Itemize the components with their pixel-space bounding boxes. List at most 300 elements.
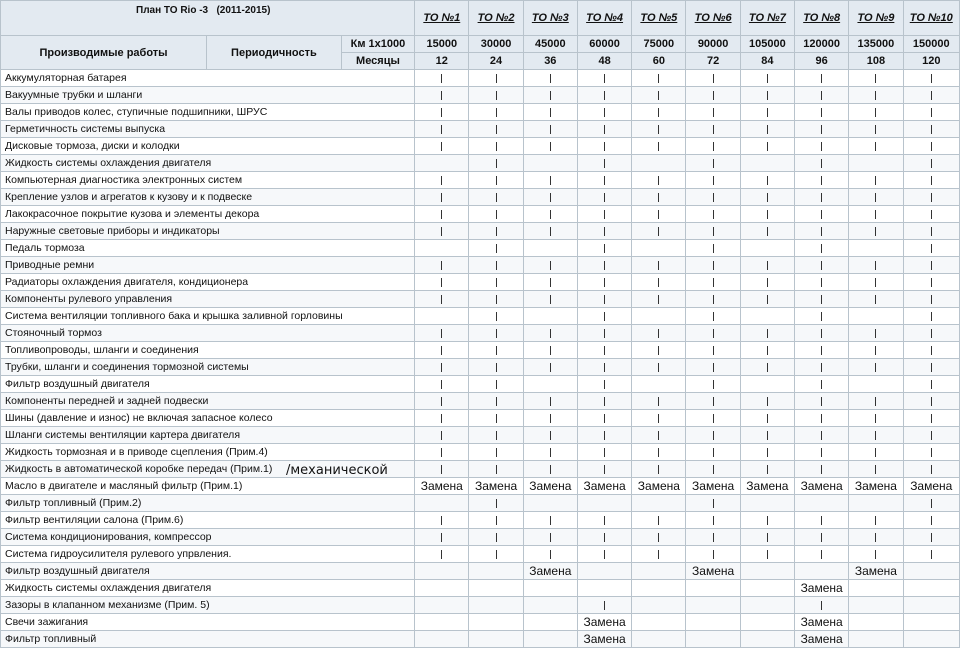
table-row [1,138,960,155]
inspect-mark [632,461,686,478]
inspect-mark-glyph [875,261,876,270]
km-header: Км 1х1000 [341,36,414,53]
inspect-mark [577,104,631,121]
work-name: Жидкость системы охлаждения двигателя [1,580,415,597]
replace-label: Замена [523,563,577,580]
inspect-mark [577,325,631,342]
inspect-mark [795,546,849,563]
work-name: Фильтр воздушный двигателя [1,376,415,393]
inspect-mark-glyph [604,346,605,355]
inspect-mark-glyph [550,261,551,270]
inspect-mark [523,87,577,104]
inspect-mark-glyph [713,91,714,100]
inspect-mark [523,189,577,206]
inspect-mark [469,155,523,172]
inspect-mark [903,546,959,563]
inspect-mark-glyph [658,465,659,474]
inspect-mark [903,240,959,257]
inspect-mark-glyph [713,295,714,304]
inspect-mark [795,308,849,325]
inspect-mark [686,172,740,189]
km-value-3: 45000 [523,36,577,53]
inspect-mark [903,121,959,138]
inspect-mark [523,325,577,342]
inspect-mark-glyph [931,329,932,338]
inspect-mark [632,104,686,121]
empty-cell [903,580,959,597]
inspect-mark [795,325,849,342]
replace-label: Замена [903,478,959,495]
inspect-mark [469,291,523,308]
table-row [1,274,960,291]
inspect-mark-glyph [821,227,822,236]
table-row [1,223,960,240]
inspect-mark [849,257,903,274]
inspect-mark [903,325,959,342]
work-name: Шланги системы вентиляции картера двигателя [1,427,415,444]
empty-cell [415,563,469,580]
inspect-mark [523,138,577,155]
inspect-mark-glyph [441,108,442,117]
inspect-mark [903,393,959,410]
table-title-cell [1,1,415,36]
empty-cell [849,631,903,648]
inspect-mark [795,257,849,274]
inspect-mark-glyph [875,397,876,406]
inspect-mark-glyph [767,329,768,338]
inspect-mark [849,427,903,444]
work-name: Шины (давление и износ) не включая запасное колесо [1,410,415,427]
inspect-mark-glyph [496,227,497,236]
inspect-mark-glyph [658,261,659,270]
inspect-mark [740,121,794,138]
inspect-mark-glyph [441,278,442,287]
empty-cell [740,614,794,631]
replace-label: Замена [577,631,631,648]
empty-cell [903,614,959,631]
empty-cell [903,597,959,614]
empty-cell [523,376,577,393]
inspect-mark [903,257,959,274]
works-header: Производимые работы [1,36,207,70]
inspect-mark [740,291,794,308]
inspect-mark [415,274,469,291]
inspect-mark-glyph [441,465,442,474]
inspect-mark [686,359,740,376]
inspect-mark [740,512,794,529]
table-row [1,461,960,478]
inspect-mark [903,495,959,512]
inspect-mark [740,206,794,223]
km-value-4: 60000 [577,36,631,53]
inspect-mark [415,291,469,308]
inspect-mark [632,172,686,189]
table-row [1,427,960,444]
empty-cell [849,155,903,172]
replace-label: Замена [795,580,849,597]
inspect-mark-glyph [496,74,497,83]
inspect-mark [686,155,740,172]
inspect-mark-glyph [496,176,497,185]
work-name: Фильтр топливный [1,631,415,648]
table-row [1,546,960,563]
work-name: Топливопроводы, шланги и соединения [1,342,415,359]
empty-cell [469,631,523,648]
inspect-mark [795,393,849,410]
empty-cell [686,597,740,614]
inspect-mark [740,70,794,87]
inspect-mark-glyph [767,550,768,559]
inspect-mark-glyph [875,465,876,474]
table-row [1,342,960,359]
empty-cell [523,240,577,257]
inspect-mark [740,427,794,444]
table-row [1,308,960,325]
empty-cell [632,495,686,512]
inspect-mark-glyph [604,159,605,168]
inspect-mark [686,529,740,546]
empty-cell [523,631,577,648]
inspect-mark-glyph [931,210,932,219]
inspect-mark-glyph [496,278,497,287]
inspect-mark [903,291,959,308]
inspect-mark-glyph [604,193,605,202]
inspect-mark-glyph [658,278,659,287]
inspect-mark-glyph [550,295,551,304]
table-row [1,240,960,257]
km-value-2: 30000 [469,36,523,53]
inspect-mark [795,427,849,444]
inspect-mark-glyph [496,363,497,372]
inspect-mark [686,223,740,240]
inspect-mark-glyph [713,499,714,508]
inspect-mark-glyph [658,295,659,304]
to-header-10: ТО №10 [903,1,959,36]
inspect-mark [686,104,740,121]
months-value-3: 36 [523,53,577,70]
inspect-mark [415,121,469,138]
work-name: Дисковые тормоза, диски и колодки [1,138,415,155]
replace-label: Замена [415,478,469,495]
inspect-mark-glyph [713,244,714,253]
replace-label: Замена [795,614,849,631]
inspect-mark [469,257,523,274]
work-name: Жидкость тормозная и в приводе сцепления (Прим.4) [1,444,415,461]
table-row [1,359,960,376]
inspect-mark-glyph [441,431,442,440]
inspect-mark [903,444,959,461]
km-value-9: 135000 [849,36,903,53]
work-name: Аккумуляторная батарея [1,70,415,87]
inspect-mark [577,206,631,223]
work-name: Фильтр воздушный двигателя [1,563,415,580]
inspect-mark [632,121,686,138]
inspect-mark [740,325,794,342]
empty-cell [740,240,794,257]
inspect-mark [795,87,849,104]
inspect-mark [849,121,903,138]
inspect-mark-glyph [604,601,605,610]
empty-cell [849,580,903,597]
inspect-mark-glyph [441,448,442,457]
inspect-mark [686,461,740,478]
inspect-mark [849,87,903,104]
empty-cell [415,155,469,172]
inspect-mark [740,342,794,359]
inspect-mark-glyph [931,499,932,508]
replace-label: Замена [577,614,631,631]
inspect-mark-glyph [713,74,714,83]
inspect-mark [469,376,523,393]
inspect-mark-glyph [875,176,876,185]
empty-cell [523,614,577,631]
inspect-mark-glyph [550,363,551,372]
inspect-mark-glyph [713,159,714,168]
inspect-mark [849,104,903,121]
inspect-mark-glyph [496,397,497,406]
work-name: Зазоры в клапанном механизме (Прим. 5) [1,597,415,614]
empty-cell [415,495,469,512]
replace-label: Замена [795,631,849,648]
empty-cell [469,597,523,614]
inspect-mark-glyph [713,176,714,185]
inspect-mark-glyph [550,431,551,440]
inspect-mark-glyph [821,159,822,168]
inspect-mark-glyph [875,91,876,100]
inspect-mark [903,308,959,325]
inspect-mark-glyph [931,295,932,304]
empty-cell [632,155,686,172]
inspect-mark-glyph [821,261,822,270]
empty-cell [469,563,523,580]
inspect-mark [795,376,849,393]
inspect-mark-glyph [821,329,822,338]
inspect-mark [632,291,686,308]
inspect-mark [903,87,959,104]
work-name: Радиаторы охлаждения двигателя, кондиционера [1,274,415,291]
inspect-mark [577,121,631,138]
inspect-mark [795,121,849,138]
inspect-mark-glyph [821,431,822,440]
inspect-mark-glyph [713,210,714,219]
inspect-mark-glyph [604,380,605,389]
work-name: Валы приводов колес, ступичные подшипники, ШРУС [1,104,415,121]
inspect-mark [415,138,469,155]
inspect-mark [686,274,740,291]
inspect-mark-glyph [875,295,876,304]
inspect-mark [795,291,849,308]
empty-cell [740,563,794,580]
months-value-7: 84 [740,53,794,70]
to-header-8: ТО №8 [795,1,849,36]
inspect-mark-glyph [931,312,932,321]
inspect-mark-glyph [441,193,442,202]
inspect-mark-glyph [767,261,768,270]
inspect-mark [686,87,740,104]
inspect-mark-glyph [550,125,551,134]
inspect-mark [469,512,523,529]
inspect-mark [469,70,523,87]
inspect-mark-glyph [441,516,442,525]
inspect-mark [577,240,631,257]
inspect-mark-glyph [658,142,659,151]
inspect-mark-glyph [441,91,442,100]
work-name: Свечи зажигания [1,614,415,631]
inspect-mark [415,206,469,223]
inspect-mark-glyph [550,329,551,338]
inspect-mark [795,155,849,172]
inspect-mark [740,223,794,240]
km-value-5: 75000 [632,36,686,53]
inspect-mark-glyph [821,278,822,287]
inspect-mark [577,308,631,325]
inspect-mark-glyph [658,431,659,440]
inspect-mark [686,70,740,87]
inspect-mark-glyph [821,414,822,423]
inspect-mark-glyph [604,74,605,83]
table-row [1,478,960,495]
to-header-1: ТО №1 [415,1,469,36]
inspect-mark [469,342,523,359]
inspect-mark [686,512,740,529]
inspect-mark-glyph [875,533,876,542]
inspect-mark-glyph [875,193,876,202]
inspect-mark [632,359,686,376]
table-row [1,325,960,342]
inspect-mark [632,325,686,342]
inspect-mark-glyph [550,414,551,423]
inspect-mark-glyph [604,550,605,559]
inspect-mark [686,342,740,359]
inspect-mark-glyph [821,176,822,185]
empty-cell [740,155,794,172]
inspect-mark-glyph [441,363,442,372]
work-name: Наружные световые приборы и индикаторы [1,223,415,240]
inspect-mark-glyph [821,380,822,389]
inspect-mark [686,206,740,223]
table-row [1,563,960,580]
inspect-mark-glyph [875,278,876,287]
inspect-mark [795,70,849,87]
inspect-mark [577,461,631,478]
inspect-mark [740,529,794,546]
inspect-mark [577,359,631,376]
inspect-mark [415,529,469,546]
inspect-mark [632,138,686,155]
inspect-mark-glyph [550,108,551,117]
to-header-6: ТО №6 [686,1,740,36]
inspect-mark [849,274,903,291]
inspect-mark-glyph [713,380,714,389]
inspect-mark [795,172,849,189]
inspect-mark-glyph [604,363,605,372]
inspect-mark [577,342,631,359]
km-value-8: 120000 [795,36,849,53]
inspect-mark [523,274,577,291]
inspect-mark [849,410,903,427]
inspect-mark-glyph [604,295,605,304]
table-row [1,410,960,427]
months-value-10: 120 [903,53,959,70]
table-row [1,444,960,461]
inspect-mark-glyph [713,414,714,423]
table-row [1,631,960,648]
inspect-mark [686,376,740,393]
inspect-mark [903,223,959,240]
inspect-mark [632,189,686,206]
inspect-mark-glyph [875,125,876,134]
inspect-mark [469,223,523,240]
inspect-mark [740,138,794,155]
to-header-2: ТО №2 [469,1,523,36]
inspect-mark [686,291,740,308]
inspect-mark-glyph [767,278,768,287]
inspect-mark-glyph [496,329,497,338]
inspect-mark-glyph [441,210,442,219]
inspect-mark-glyph [441,329,442,338]
inspect-mark [577,376,631,393]
empty-cell [740,580,794,597]
inspect-mark [849,529,903,546]
inspect-mark-glyph [604,244,605,253]
replace-label: Замена [740,478,794,495]
inspect-mark [740,104,794,121]
inspect-mark-glyph [767,108,768,117]
inspect-mark [795,444,849,461]
months-value-1: 12 [415,53,469,70]
empty-cell [849,308,903,325]
inspect-mark [469,121,523,138]
replace-label: Замена [686,563,740,580]
replace-label: Замена [849,563,903,580]
inspect-mark-glyph [550,516,551,525]
inspect-mark-glyph [658,516,659,525]
inspect-mark-glyph [931,363,932,372]
empty-cell [740,308,794,325]
inspect-mark-glyph [767,465,768,474]
work-name: Стояночный тормоз [1,325,415,342]
inspect-mark-glyph [441,125,442,134]
inspect-mark-glyph [931,193,932,202]
inspect-mark [469,240,523,257]
inspect-mark [849,138,903,155]
inspect-mark [523,121,577,138]
work-name: Система вентиляции топливного бака и крышка заливной горловины [1,308,415,325]
inspect-mark [686,546,740,563]
inspect-mark-glyph [658,414,659,423]
inspect-mark [632,257,686,274]
replace-label: Замена [577,478,631,495]
inspect-mark-glyph [441,397,442,406]
empty-cell [849,614,903,631]
inspect-mark-glyph [550,91,551,100]
inspect-mark-glyph [604,176,605,185]
inspect-mark [849,461,903,478]
inspect-mark-glyph [604,261,605,270]
empty-cell [415,308,469,325]
inspect-mark [849,223,903,240]
inspect-mark-glyph [875,431,876,440]
inspect-mark-glyph [713,448,714,457]
inspect-mark-glyph [821,193,822,202]
inspect-mark-glyph [496,465,497,474]
inspect-mark [469,274,523,291]
inspect-mark [632,87,686,104]
inspect-mark [849,342,903,359]
replace-label: Замена [686,478,740,495]
inspect-mark-glyph [496,159,497,168]
empty-cell [632,240,686,257]
